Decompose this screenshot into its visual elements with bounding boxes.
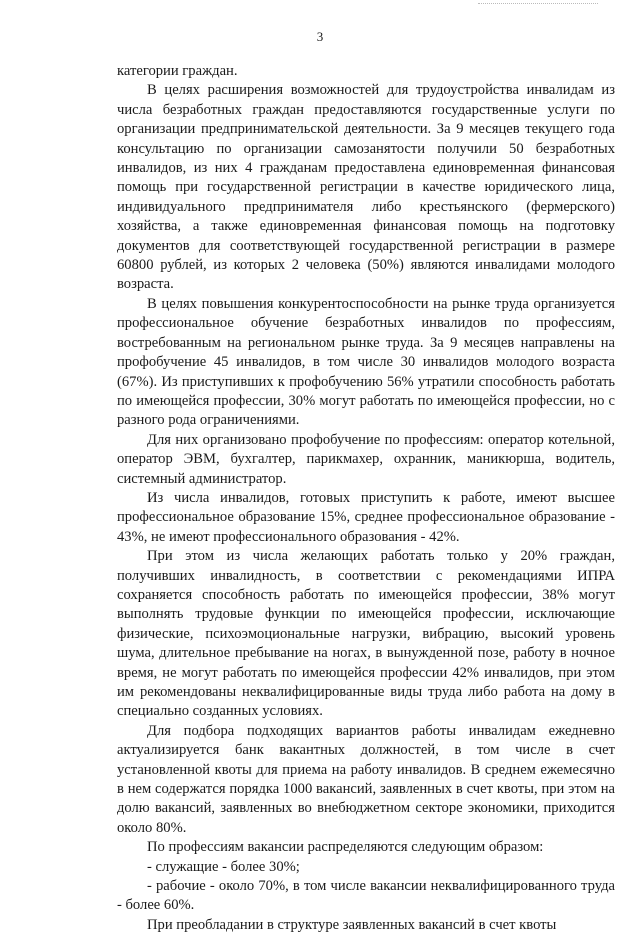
list-item-workers: - рабочие - около 70%, в том числе вакансии неквалифицированного труда - более 60%. <box>117 878 615 914</box>
paragraph-vacancy-distribution: По профессиям вакансии распределяются следующим образом: <box>147 839 544 856</box>
paragraph-professions-list: Для них организовано профобучение по профессиям: оператор котельной, оператор ЭВМ, бухгалтер, парикмахер, охранник, маникюрша, водитель, системный администратор. <box>117 431 615 487</box>
scan-edge-mark <box>478 3 598 5</box>
paragraph-continuation: категории граждан. <box>117 63 238 79</box>
paragraph-quota-predominance: При преобладании в структуре заявленных вакансий в счет квоты <box>147 916 557 933</box>
paragraph-work-capacity: При этом из числа желающих работать только у 20% граждан, получивших инвалидность, в соответствии с рекомендациями ИПРА сохраняется способность работать по имеющейся профессии, 38% могут выполнять трудовые функции по имеющейся профессии, исключающие физические, психоэмоциональные нагрузки, вибрацию, высокий уровень шума, длительное пребывание на ногах, в вынужденной позе, работу в ночное время, не могут работать по имеющейся профессии 42% инвалидов, при этом им рекомендованы неквалифицированные виды труда либо работа на дому в специально созданных условиях. <box>117 548 615 720</box>
paragraph-education-levels: Из числа инвалидов, готовых приступить к работе, имеют высшее профессиональное образование 15%, среднее профессиональное образование - 43%, не имеют профессионального образования - 42%. <box>117 489 615 545</box>
document-body <box>117 62 615 935</box>
paragraph-self-employment: В целях расширения возможностей для трудоустройства инвалидам из числа безработных граждан предоставляются государственные услуги по организации предпринимательской деятельности. За 9 месяцев текущего года консультацию по организации самозанятости получили 50 безработных инвалидов, из них 4 гражданам предоставлена единовременная финансовая помощь при государственной регистрации в качестве юридического лица, индивидуального предпринимателя либо крестьянского (фермерского) хозяйства, а также единовременная финансовая помощь на подготовку документов для соответствующей государственной регистрации в размере 60800 рублей, из которых 2 человека (50%) являются инвалидами молодого возраста. <box>117 82 615 293</box>
page-number: 3 <box>316 29 324 44</box>
list-item-employees: - служащие - более 30%; <box>147 858 300 875</box>
paragraph-vocational-training: В целях повышения конкурентоспособности на рынке труда организуется профессиональное обучение безработных инвалидов по профессиям, востребованным на региональном рынке труда. За 9 месяцев направлены на профобучение 45 инвалидов, в том числе 30 инвалидов молодого возраста (67%). Из приступивших к профобучению 56% утратили способность работать по имеющейся профессии, 30% могут работать по имеющейся профессии, но с разного рода ограничениями. <box>117 295 615 429</box>
paragraph-vacancy-bank: Для подбора подходящих вариантов работы инвалидам ежедневно актуализируется банк вакантных должностей, в том числе в счет установленной квоты для приема на работу инвалидов. В среднем ежемесячно в нем содержатся порядка 1000 вакансий, заявленных в счет квоты, при этом на долю вакансий, заявленных во внебюджетном секторе экономики, приходится около 80%. <box>117 722 615 836</box>
